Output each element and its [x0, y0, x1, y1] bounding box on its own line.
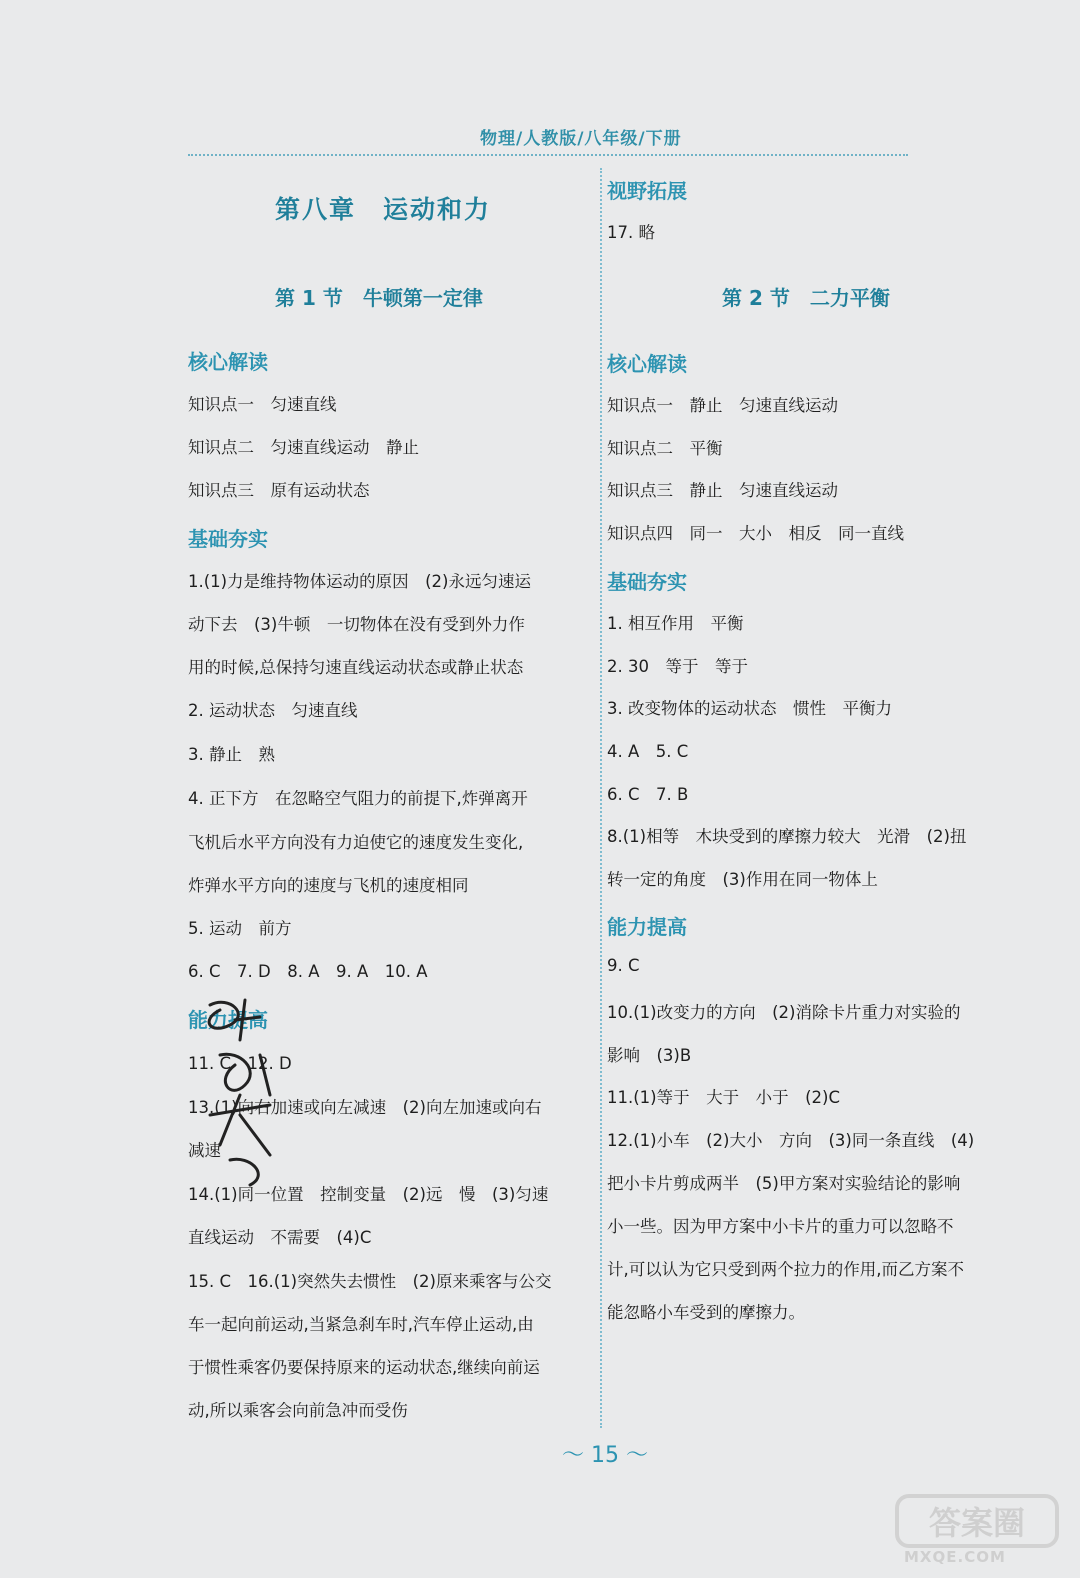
- answer-line: 炸弹水平方向的速度与飞机的速度相同: [188, 876, 469, 895]
- header-rule: [188, 154, 908, 156]
- answer-line: 11. C 12. D: [188, 1054, 292, 1073]
- answer-line: 17. 略: [607, 223, 655, 242]
- section-title-2: 第 2 节 二力平衡: [722, 286, 890, 310]
- answer-line: 用的时候,总保持匀速直线运动状态或静止状态: [188, 658, 524, 677]
- column-divider: [600, 168, 602, 1428]
- handwriting-scribble: [190, 995, 300, 1195]
- svg-text:答案圈: 答案圈: [928, 1504, 1026, 1542]
- answer-line: 5. 运动 前方: [188, 919, 292, 938]
- answer-line: 3. 改变物体的运动状态 惯性 平衡力: [607, 699, 892, 718]
- answer-line: 9. C: [607, 956, 640, 975]
- answer-line: 知识点一 静止 匀速直线运动: [607, 396, 838, 415]
- answer-line: 15. C 16.(1)突然失去惯性 (2)原来乘客与公交: [188, 1272, 552, 1291]
- answer-line: 转一定的角度 (3)作用在同一物体上: [607, 870, 878, 889]
- answer-line: 小一些。因为甲方案中小卡片的重力可以忽略不: [607, 1217, 954, 1236]
- answer-line: 1. 相互作用 平衡: [607, 614, 744, 633]
- answer-line: 12.(1)小车 (2)大小 方向 (3)同一条直线 (4): [607, 1131, 975, 1150]
- answer-line: 2. 运动状态 匀速直线: [188, 701, 358, 720]
- answer-line: 减速: [188, 1141, 221, 1160]
- answer-line: 知识点二 匀速直线运动 静止: [188, 438, 419, 457]
- answer-line: 4. A 5. C: [607, 742, 689, 761]
- chapter-title: 第八章 运动和力: [275, 195, 492, 224]
- answer-line: 11.(1)等于 大于 小于 (2)C: [607, 1088, 841, 1107]
- answer-line: 知识点一 匀速直线: [188, 395, 337, 414]
- page-number: ～ 15 ～: [562, 1443, 648, 1468]
- answer-line: 动下去 (3)牛顿 一切物体在没有受到外力作: [188, 615, 525, 634]
- answer-line: 8.(1)相等 木块受到的摩擦力较大 光滑 (2)扭: [607, 827, 967, 846]
- watermark-url: MXQE.COM: [904, 1548, 1006, 1566]
- answer-line: 2. 30 等于 等于: [607, 657, 748, 676]
- answer-line: 1.(1)力是维持物体运动的原因 (2)永远匀速运: [188, 572, 531, 591]
- answer-line: 知识点三 静止 匀速直线运动: [607, 481, 838, 500]
- heading-basic: 基础夯实: [188, 527, 268, 551]
- answer-line: 能忽略小车受到的摩擦力。: [607, 1303, 805, 1322]
- answer-line: 知识点二 平衡: [607, 439, 723, 458]
- answer-line: 14.(1)同一位置 控制变量 (2)远 慢 (3)匀速: [188, 1185, 549, 1204]
- answer-line: 3. 静止 熟: [188, 745, 275, 764]
- page-header: 物理/人教版/八年级/下册: [480, 129, 682, 149]
- answer-line: 10.(1)改变力的方向 (2)消除卡片重力对实验的: [607, 1003, 961, 1022]
- heading-extension: 视野拓展: [607, 179, 687, 203]
- heading-ability: 能力提高: [607, 915, 687, 939]
- answer-line: 影响 (3)B: [607, 1046, 692, 1065]
- answer-line: 4. 正下方 在忽略空气阻力的前提下,炸弹离开: [188, 789, 528, 808]
- answer-line: 飞机后水平方向没有力迫使它的速度发生变化,: [188, 833, 524, 852]
- answer-line: 计,可以认为它只受到两个拉力的作用,而乙方案不: [607, 1260, 964, 1279]
- answer-line: 知识点四 同一 大小 相反 同一直线: [607, 524, 904, 543]
- answer-line: 13.(1)向右加速或向左减速 (2)向左加速或向右: [188, 1098, 542, 1117]
- heading-ability: 能力提高: [188, 1008, 268, 1032]
- answer-line: 6. C 7. B: [607, 785, 689, 804]
- heading-basic: 基础夯实: [607, 570, 687, 594]
- answer-line: 于惯性乘客仍要保持原来的运动状态,继续向前运: [188, 1358, 540, 1377]
- answer-line: 6. C 7. D 8. A 9. A 10. A: [188, 962, 428, 981]
- section-title-1: 第 1 节 牛顿第一定律: [275, 286, 483, 310]
- answer-line: 知识点三 原有运动状态: [188, 481, 370, 500]
- answer-line: 直线运动 不需要 (4)C: [188, 1228, 372, 1247]
- answer-line: 车一起向前运动,当紧急刹车时,汽车停止运动,由: [188, 1315, 534, 1334]
- heading-core: 核心解读: [607, 352, 687, 376]
- answer-line: 把小卡片剪成两半 (5)甲方案对实验结论的影响: [607, 1174, 961, 1193]
- answer-line: 动,所以乘客会向前急冲而受伤: [188, 1401, 408, 1420]
- heading-core: 核心解读: [188, 350, 268, 374]
